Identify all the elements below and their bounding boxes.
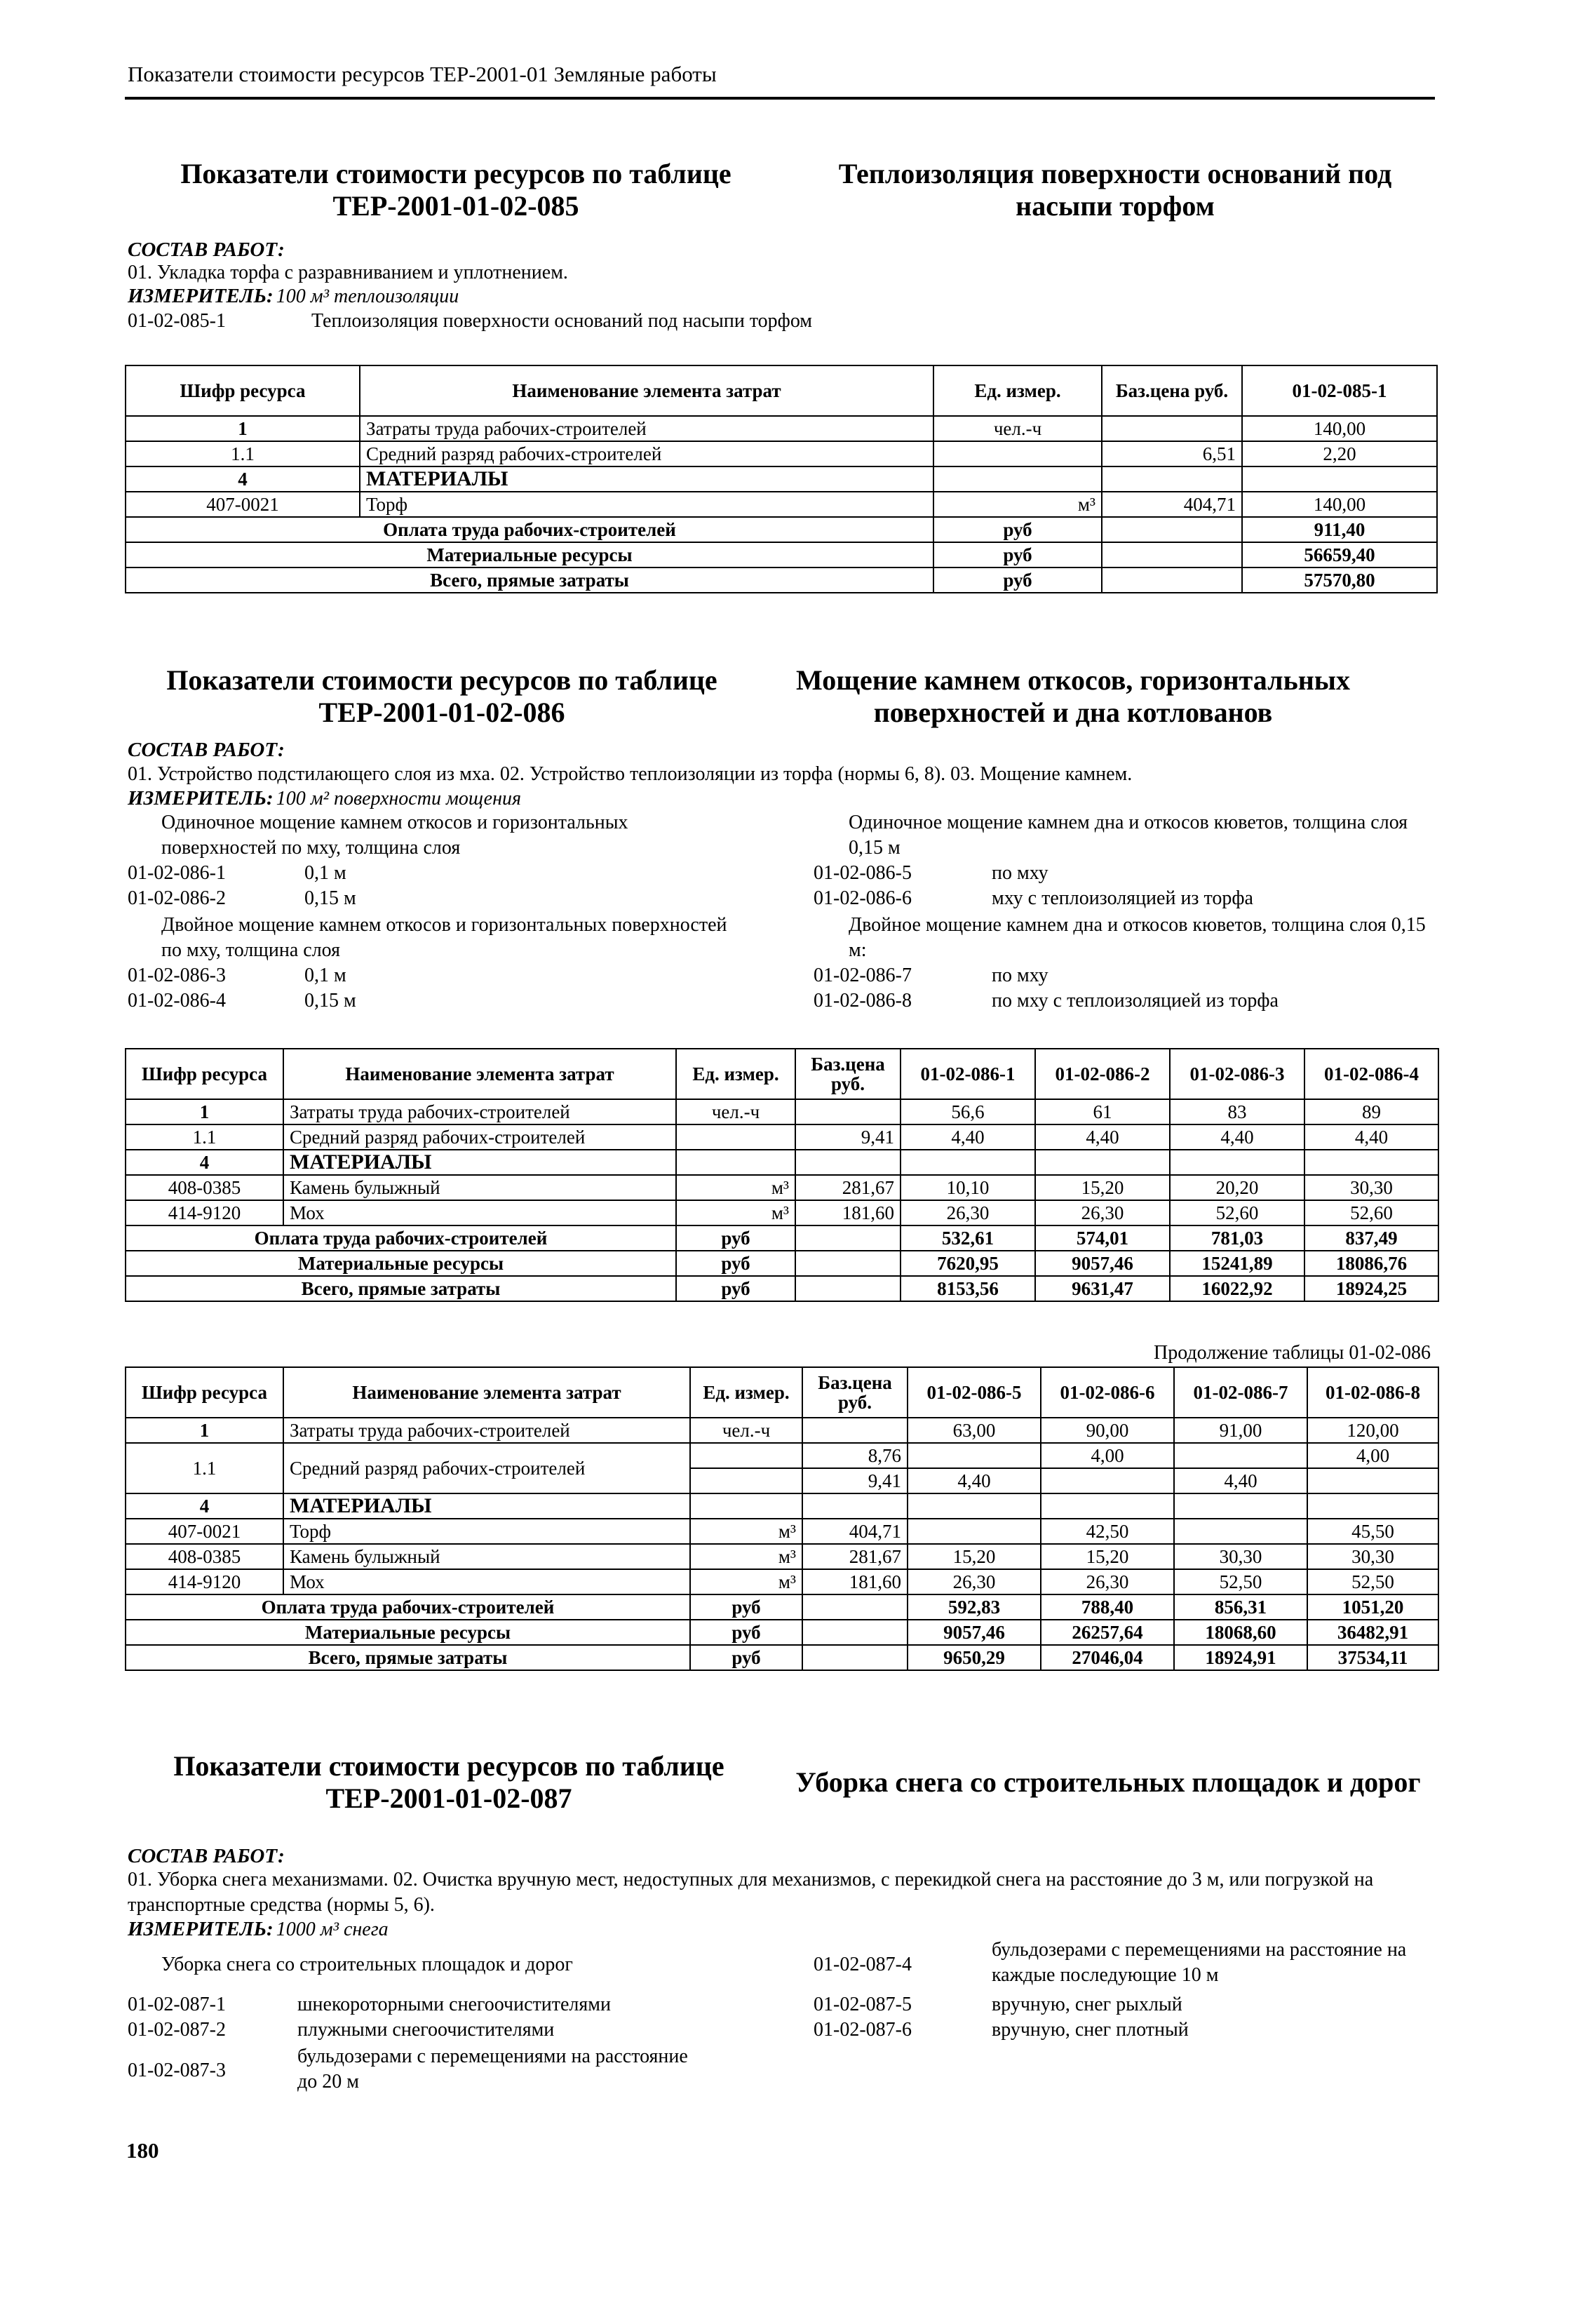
cell: МАТЕРИАЛЫ bbox=[360, 466, 933, 492]
cell: 407-0021 bbox=[126, 492, 360, 517]
code: 01-02-086-1 bbox=[128, 862, 226, 884]
cell: 4,40 bbox=[1035, 1124, 1170, 1150]
cell: м³ bbox=[690, 1544, 802, 1569]
sec086-title-left bbox=[112, 664, 771, 729]
header-cell: 01-02-086-6 bbox=[1041, 1367, 1174, 1418]
code: 01-02-086-7 bbox=[814, 965, 912, 986]
cell: 45,50 bbox=[1307, 1519, 1438, 1544]
header-cell: 01-02-086-7 bbox=[1174, 1367, 1307, 1418]
cell: 56659,40 bbox=[1242, 542, 1437, 567]
cell bbox=[690, 1443, 802, 1468]
title-line: поверхностей и дна котлованов bbox=[873, 697, 1273, 728]
cell bbox=[1174, 1443, 1307, 1468]
sec085-sostav-label: СОСТАВ РАБОТ: bbox=[128, 239, 285, 261]
cell: Затраты труда рабочих-строителей bbox=[283, 1099, 676, 1124]
sec087-sostav-text: 01. Уборка снега механизмами. 02. Очистка вручную мест, недоступных для механизмов, с перекидкой снега на расстояние до 3 м, или погрузкой на транспортные средства (нормы 5, 6). bbox=[128, 1869, 1374, 1916]
cell: 15241,89 bbox=[1170, 1251, 1304, 1276]
cell bbox=[1041, 1493, 1174, 1519]
cell: 15,20 bbox=[1041, 1544, 1174, 1569]
cell: 10,10 bbox=[901, 1175, 1035, 1200]
cell: 26,30 bbox=[1035, 1200, 1170, 1225]
cell: Мох bbox=[283, 1569, 690, 1594]
cell: 18086,76 bbox=[1304, 1251, 1438, 1276]
cell: 4,40 bbox=[901, 1124, 1035, 1150]
cell: 140,00 bbox=[1242, 416, 1437, 441]
sec087-left-heading: Уборка снега со строительных площадок и дорог bbox=[161, 1954, 573, 1975]
cell: руб bbox=[690, 1645, 802, 1670]
continuation-label: Продолжение таблицы 01-02-086 bbox=[1153, 1342, 1431, 1364]
cell bbox=[1307, 1493, 1438, 1519]
header-cell: Наименование элемента затрат bbox=[360, 365, 933, 416]
code-desc: по мху bbox=[992, 862, 1048, 884]
cell: 1051,20 bbox=[1307, 1594, 1438, 1620]
cell bbox=[795, 1225, 901, 1251]
cell: 407-0021 bbox=[126, 1519, 283, 1544]
cell: 26,30 bbox=[1041, 1569, 1174, 1594]
cell: Всего, прямые затраты bbox=[126, 1645, 690, 1670]
cell: 9057,46 bbox=[908, 1620, 1041, 1645]
code: 01-02-086-3 bbox=[128, 965, 226, 986]
cell: чел.-ч bbox=[933, 416, 1102, 441]
cell bbox=[802, 1645, 908, 1670]
cell: м³ bbox=[690, 1519, 802, 1544]
cell: 4,40 bbox=[1174, 1468, 1307, 1493]
cell: м³ bbox=[933, 492, 1102, 517]
running-header: Показатели стоимости ресурсов ТЕР-2001-01 Земляные работы bbox=[128, 62, 717, 86]
cell: чел.-ч bbox=[690, 1418, 802, 1443]
header-cell: 01-02-086-5 bbox=[908, 1367, 1041, 1418]
cell: 9,41 bbox=[802, 1468, 908, 1493]
cell: 181,60 bbox=[795, 1200, 901, 1225]
cell: 90,00 bbox=[1041, 1418, 1174, 1443]
table-total-row bbox=[126, 517, 1437, 542]
cell: Торф bbox=[283, 1519, 690, 1544]
table-row bbox=[126, 1150, 1438, 1175]
cell: 1.1 bbox=[126, 441, 360, 466]
cell: 8153,56 bbox=[901, 1276, 1035, 1301]
title-line: Показатели стоимости ресурсов по таблице bbox=[166, 664, 717, 696]
header-cell: 01-02-086-4 bbox=[1304, 1049, 1438, 1099]
sec086-right-heading-1: Одиночное мощение камнем дна и откосов кюветов, толщина слоя 0,15 м bbox=[849, 812, 1408, 859]
cell: 63,00 bbox=[908, 1418, 1041, 1443]
code-desc: 0,15 м bbox=[304, 887, 356, 909]
cell: Материальные ресурсы bbox=[126, 1251, 676, 1276]
cell: 52,60 bbox=[1304, 1200, 1438, 1225]
cell: 837,49 bbox=[1304, 1225, 1438, 1251]
cell: 89 bbox=[1304, 1099, 1438, 1124]
table-total-row bbox=[126, 1594, 1438, 1620]
sec086-izmeritel bbox=[128, 787, 521, 810]
cell: Средний разряд рабочих-строителей bbox=[360, 441, 933, 466]
table-header-row bbox=[126, 1049, 1438, 1099]
cell: 30,30 bbox=[1307, 1544, 1438, 1569]
header-cell: Шифр ресурса bbox=[126, 1367, 283, 1418]
cell bbox=[1035, 1150, 1170, 1175]
table-row bbox=[126, 492, 1437, 517]
sec086-table-2 bbox=[125, 1366, 1439, 1671]
header-cell: Ед. измер. bbox=[690, 1367, 802, 1418]
cell: 27046,04 bbox=[1041, 1645, 1174, 1670]
cell bbox=[676, 1124, 795, 1150]
cell: 181,60 bbox=[802, 1569, 908, 1594]
cell: 1 bbox=[126, 1099, 283, 1124]
cell: 42,50 bbox=[1041, 1519, 1174, 1544]
cell bbox=[901, 1150, 1035, 1175]
sec085-table bbox=[125, 365, 1438, 593]
cell: Всего, прямые затраты bbox=[126, 1276, 676, 1301]
izmeritel-value: 100 м² поверхности мощения bbox=[276, 788, 521, 810]
cell: руб bbox=[676, 1225, 795, 1251]
cell: 911,40 bbox=[1242, 517, 1437, 542]
cell: руб bbox=[676, 1251, 795, 1276]
cell: 4,00 bbox=[1307, 1443, 1438, 1468]
cell: руб bbox=[933, 517, 1102, 542]
cell bbox=[802, 1493, 908, 1519]
cell: 16022,92 bbox=[1170, 1276, 1304, 1301]
cell bbox=[1174, 1493, 1307, 1519]
izmeritel-value: 100 м³ теплоизоляции bbox=[276, 286, 459, 307]
cell: МАТЕРИАЛЫ bbox=[283, 1493, 690, 1519]
table-row bbox=[126, 441, 1437, 466]
cell bbox=[908, 1519, 1041, 1544]
code: 01-02-087-1 bbox=[128, 1994, 226, 2015]
cell: 4,40 bbox=[908, 1468, 1041, 1493]
cell: 856,31 bbox=[1174, 1594, 1307, 1620]
cell: 9631,47 bbox=[1035, 1276, 1170, 1301]
izmeritel-label: ИЗМЕРИТЕЛЬ: bbox=[128, 285, 274, 307]
cell: Всего, прямые затраты bbox=[126, 567, 933, 593]
header-cell: 01-02-086-1 bbox=[901, 1049, 1035, 1099]
cell bbox=[908, 1493, 1041, 1519]
sec085-code-desc: Теплоизоляция поверхности оснований под насыпи торфом bbox=[311, 310, 813, 332]
cell: Оплата труда рабочих-строителей bbox=[126, 1225, 676, 1251]
cell: 18068,60 bbox=[1174, 1620, 1307, 1645]
cell bbox=[802, 1620, 908, 1645]
header-cell: 01-02-086-2 bbox=[1035, 1049, 1170, 1099]
cell: руб bbox=[676, 1276, 795, 1301]
cell: 7620,95 bbox=[901, 1251, 1035, 1276]
code: 01-02-087-4 bbox=[814, 1954, 912, 1975]
cell: 52,60 bbox=[1170, 1200, 1304, 1225]
table-total-row bbox=[126, 1645, 1438, 1670]
table-row bbox=[126, 1200, 1438, 1225]
header-cell: Баз.цена руб. bbox=[795, 1049, 901, 1099]
cell: 36482,91 bbox=[1307, 1620, 1438, 1645]
cell: Средний разряд рабочих-строителей bbox=[283, 1443, 690, 1493]
code-desc: вручную, снег плотный bbox=[992, 2019, 1189, 2041]
code-desc: 0,1 м bbox=[304, 862, 346, 884]
table-row bbox=[126, 1569, 1438, 1594]
table-row bbox=[126, 1519, 1438, 1544]
cell: 1 bbox=[126, 1418, 283, 1443]
table-row bbox=[126, 1418, 1438, 1443]
cell: 56,6 bbox=[901, 1099, 1035, 1124]
cell: 83 bbox=[1170, 1099, 1304, 1124]
cell: Торф bbox=[360, 492, 933, 517]
code-desc: по мху с теплоизоляцией из торфа bbox=[992, 990, 1279, 1012]
cell bbox=[1102, 517, 1242, 542]
code-desc: 0,1 м bbox=[304, 965, 346, 986]
table-total-row bbox=[126, 542, 1437, 567]
title-line: Теплоизоляция поверхности оснований под bbox=[838, 158, 1392, 189]
cell: 2,20 bbox=[1242, 441, 1437, 466]
sec086-right-heading-2: Двойное мощение камнем дна и откосов кюветов, толщина слоя 0,15 м: bbox=[849, 914, 1426, 961]
cell: 408-0385 bbox=[126, 1544, 283, 1569]
cell bbox=[795, 1099, 901, 1124]
title-line: ТЕР-2001-01-02-086 bbox=[318, 697, 565, 728]
cell: Затраты труда рабочих-строителей bbox=[360, 416, 933, 441]
sec086-left-heading-1: Одиночное мощение камнем откосов и горизонтальных поверхностей по мху, толщина слоя bbox=[161, 812, 628, 859]
title-line: Мощение камнем откосов, горизонтальных bbox=[795, 664, 1351, 696]
cell: 8,76 bbox=[802, 1443, 908, 1468]
cell: 18924,91 bbox=[1174, 1645, 1307, 1670]
cell: руб bbox=[933, 542, 1102, 567]
header-cell: Наименование элемента затрат bbox=[283, 1367, 690, 1418]
cell bbox=[690, 1493, 802, 1519]
cell: 4,40 bbox=[1170, 1124, 1304, 1150]
sec087-sostav-label: СОСТАВ РАБОТ: bbox=[128, 1845, 285, 1867]
cell bbox=[676, 1150, 795, 1175]
cell: 26,30 bbox=[901, 1200, 1035, 1225]
code-desc: шнекороторными снегоочистителями bbox=[297, 1994, 611, 2015]
code: 01-02-087-2 bbox=[128, 2019, 226, 2041]
cell bbox=[802, 1594, 908, 1620]
code: 01-02-086-8 bbox=[814, 990, 912, 1012]
sec087-title-right: Уборка снега со строительных площадок и дорог bbox=[795, 1766, 1421, 1798]
table-header-row bbox=[126, 365, 1437, 416]
header-cell: 01-02-085-1 bbox=[1242, 365, 1437, 416]
cell: 6,51 bbox=[1102, 441, 1242, 466]
cell bbox=[690, 1468, 802, 1493]
sec085-code: 01-02-085-1 bbox=[128, 310, 226, 332]
cell: 574,01 bbox=[1035, 1225, 1170, 1251]
cell bbox=[1307, 1468, 1438, 1493]
table-row bbox=[126, 1175, 1438, 1200]
code-desc: мху с теплоизоляцией из торфа bbox=[992, 887, 1253, 909]
cell: 9650,29 bbox=[908, 1645, 1041, 1670]
table-total-row bbox=[126, 567, 1437, 593]
cell bbox=[1102, 542, 1242, 567]
title-line: Показатели стоимости ресурсов по таблице bbox=[180, 158, 731, 189]
code: 01-02-087-5 bbox=[814, 1994, 912, 2015]
cell: 18924,25 bbox=[1304, 1276, 1438, 1301]
cell: 414-9120 bbox=[126, 1569, 283, 1594]
cell: 30,30 bbox=[1304, 1175, 1438, 1200]
cell: Камень булыжный bbox=[283, 1175, 676, 1200]
title-line: насыпи торфом bbox=[1016, 190, 1215, 222]
cell: 4,40 bbox=[1304, 1124, 1438, 1150]
cell: 781,03 bbox=[1170, 1225, 1304, 1251]
sec086-left-heading-2: Двойное мощение камнем откосов и горизонтальных поверхностей по мху, толщина слоя bbox=[161, 914, 727, 961]
cell: руб bbox=[690, 1620, 802, 1645]
cell: 120,00 bbox=[1307, 1418, 1438, 1443]
cell: 1.1 bbox=[126, 1443, 283, 1493]
code-desc: плужными снегоочистителями bbox=[297, 2019, 555, 2041]
cell: Мох bbox=[283, 1200, 676, 1225]
cell: 408-0385 bbox=[126, 1175, 283, 1200]
code-desc: по мху bbox=[992, 965, 1048, 986]
cell: Материальные ресурсы bbox=[126, 1620, 690, 1645]
cell: 30,30 bbox=[1174, 1544, 1307, 1569]
table-row bbox=[126, 1443, 1438, 1468]
cell bbox=[802, 1418, 908, 1443]
cell: 788,40 bbox=[1041, 1594, 1174, 1620]
cell: м³ bbox=[676, 1175, 795, 1200]
table-row bbox=[126, 1099, 1438, 1124]
cell bbox=[1242, 466, 1437, 492]
header-cell: Ед. измер. bbox=[676, 1049, 795, 1099]
header-cell: Наименование элемента затрат bbox=[283, 1049, 676, 1099]
code-desc: 0,15 м bbox=[304, 990, 356, 1012]
cell: Оплата труда рабочих-строителей bbox=[126, 1594, 690, 1620]
table-row bbox=[126, 1124, 1438, 1150]
cell: 4 bbox=[126, 1150, 283, 1175]
header-cell: 01-02-086-3 bbox=[1170, 1049, 1304, 1099]
cell: Затраты труда рабочих-строителей bbox=[283, 1418, 690, 1443]
code: 01-02-086-6 bbox=[814, 887, 912, 909]
header-cell: Баз.цена руб. bbox=[802, 1367, 908, 1418]
cell: МАТЕРИАЛЫ bbox=[283, 1150, 676, 1175]
cell: 91,00 bbox=[1174, 1418, 1307, 1443]
table-total-row bbox=[126, 1225, 1438, 1251]
cell: Оплата труда рабочих-строителей bbox=[126, 517, 933, 542]
code-desc: вручную, снег рыхлый bbox=[992, 1994, 1182, 2015]
sec086-sostav-label: СОСТАВ РАБОТ: bbox=[128, 739, 285, 761]
sec085-title-right bbox=[814, 158, 1417, 222]
header-cell: Ед. измер. bbox=[933, 365, 1102, 416]
table-total-row bbox=[126, 1276, 1438, 1301]
izmeritel-label: ИЗМЕРИТЕЛЬ: bbox=[128, 1918, 274, 1940]
cell bbox=[795, 1276, 901, 1301]
cell: 9,41 bbox=[795, 1124, 901, 1150]
sec085-sostav-text: 01. Укладка торфа с разравниванием и уплотнением. bbox=[128, 262, 568, 283]
table-row bbox=[126, 416, 1437, 441]
table-row bbox=[126, 1544, 1438, 1569]
cell: 15,20 bbox=[908, 1544, 1041, 1569]
cell bbox=[1170, 1150, 1304, 1175]
cell: 9057,46 bbox=[1035, 1251, 1170, 1276]
cell: Камень булыжный bbox=[283, 1544, 690, 1569]
sec085-title-left bbox=[126, 158, 785, 222]
cell bbox=[1102, 466, 1242, 492]
cell bbox=[1102, 416, 1242, 441]
code: 01-02-087-6 bbox=[814, 2019, 912, 2041]
cell: 4 bbox=[126, 1493, 283, 1519]
table-header-row bbox=[126, 1367, 1438, 1418]
cell bbox=[795, 1251, 901, 1276]
sec086-title-right bbox=[757, 664, 1389, 729]
cell: руб bbox=[933, 567, 1102, 593]
sec085-izmeritel bbox=[128, 285, 459, 308]
izmeritel-label: ИЗМЕРИТЕЛЬ: bbox=[128, 787, 274, 810]
code: 01-02-087-3 bbox=[128, 2060, 226, 2081]
cell: 1 bbox=[126, 416, 360, 441]
cell: м³ bbox=[676, 1200, 795, 1225]
cell: 404,71 bbox=[1102, 492, 1242, 517]
code: 01-02-086-2 bbox=[128, 887, 226, 909]
cell bbox=[933, 441, 1102, 466]
cell: 532,61 bbox=[901, 1225, 1035, 1251]
cell: 4,00 bbox=[1041, 1443, 1174, 1468]
cell: м³ bbox=[690, 1569, 802, 1594]
cell: 57570,80 bbox=[1242, 567, 1437, 593]
code: 01-02-086-4 bbox=[128, 990, 226, 1012]
cell bbox=[1041, 1468, 1174, 1493]
code-desc: бульдозерами с перемещениями на расстояние до 20 м bbox=[297, 2046, 688, 2093]
cell bbox=[1174, 1519, 1307, 1544]
sec086-table-1 bbox=[125, 1048, 1439, 1302]
cell: чел.-ч bbox=[676, 1099, 795, 1124]
code-desc: бульдозерами с перемещениями на расстояние на каждые последующие 10 м bbox=[992, 1939, 1407, 1986]
cell: 61 bbox=[1035, 1099, 1170, 1124]
cell: 52,50 bbox=[1307, 1569, 1438, 1594]
sec087-title-left bbox=[126, 1750, 771, 1815]
cell: 26,30 bbox=[908, 1569, 1041, 1594]
cell: 592,83 bbox=[908, 1594, 1041, 1620]
cell: 15,20 bbox=[1035, 1175, 1170, 1200]
sec087-izmeritel bbox=[128, 1918, 389, 1941]
cell: 52,50 bbox=[1174, 1569, 1307, 1594]
cell bbox=[908, 1443, 1041, 1468]
header-cell: Шифр ресурса bbox=[126, 365, 360, 416]
cell: 281,67 bbox=[795, 1175, 901, 1200]
title-line: ТЕР-2001-01-02-087 bbox=[325, 1782, 572, 1814]
page-number: 180 bbox=[126, 2138, 159, 2163]
cell: 37534,11 bbox=[1307, 1645, 1438, 1670]
title-line: ТЕР-2001-01-02-085 bbox=[332, 190, 579, 222]
izmeritel-value: 1000 м³ снега bbox=[276, 1919, 389, 1940]
cell bbox=[933, 466, 1102, 492]
table-total-row bbox=[126, 1251, 1438, 1276]
title-line: Показатели стоимости ресурсов по таблице bbox=[173, 1750, 724, 1782]
cell: 414-9120 bbox=[126, 1200, 283, 1225]
cell: 140,00 bbox=[1242, 492, 1437, 517]
header-cell: Шифр ресурса bbox=[126, 1049, 283, 1099]
cell bbox=[795, 1150, 901, 1175]
sec086-sostav-text: 01. Устройство подстилающего слоя из мха. 02. Устройство теплоизоляции из торфа (нормы 6, 8). 03. Мощение камнем. bbox=[128, 763, 1133, 785]
cell: руб bbox=[690, 1594, 802, 1620]
header-cell: 01-02-086-8 bbox=[1307, 1367, 1438, 1418]
code: 01-02-086-5 bbox=[814, 862, 912, 884]
table-row bbox=[126, 466, 1437, 492]
cell bbox=[1102, 567, 1242, 593]
header-cell: Баз.цена руб. bbox=[1102, 365, 1242, 416]
cell: Средний разряд рабочих-строителей bbox=[283, 1124, 676, 1150]
cell: 20,20 bbox=[1170, 1175, 1304, 1200]
cell bbox=[1304, 1150, 1438, 1175]
table-total-row bbox=[126, 1620, 1438, 1645]
cell: 26257,64 bbox=[1041, 1620, 1174, 1645]
header-rule bbox=[125, 97, 1435, 100]
table-row bbox=[126, 1493, 1438, 1519]
cell: Материальные ресурсы bbox=[126, 542, 933, 567]
cell: 1.1 bbox=[126, 1124, 283, 1150]
cell: 404,71 bbox=[802, 1519, 908, 1544]
cell: 4 bbox=[126, 466, 360, 492]
cell: 281,67 bbox=[802, 1544, 908, 1569]
